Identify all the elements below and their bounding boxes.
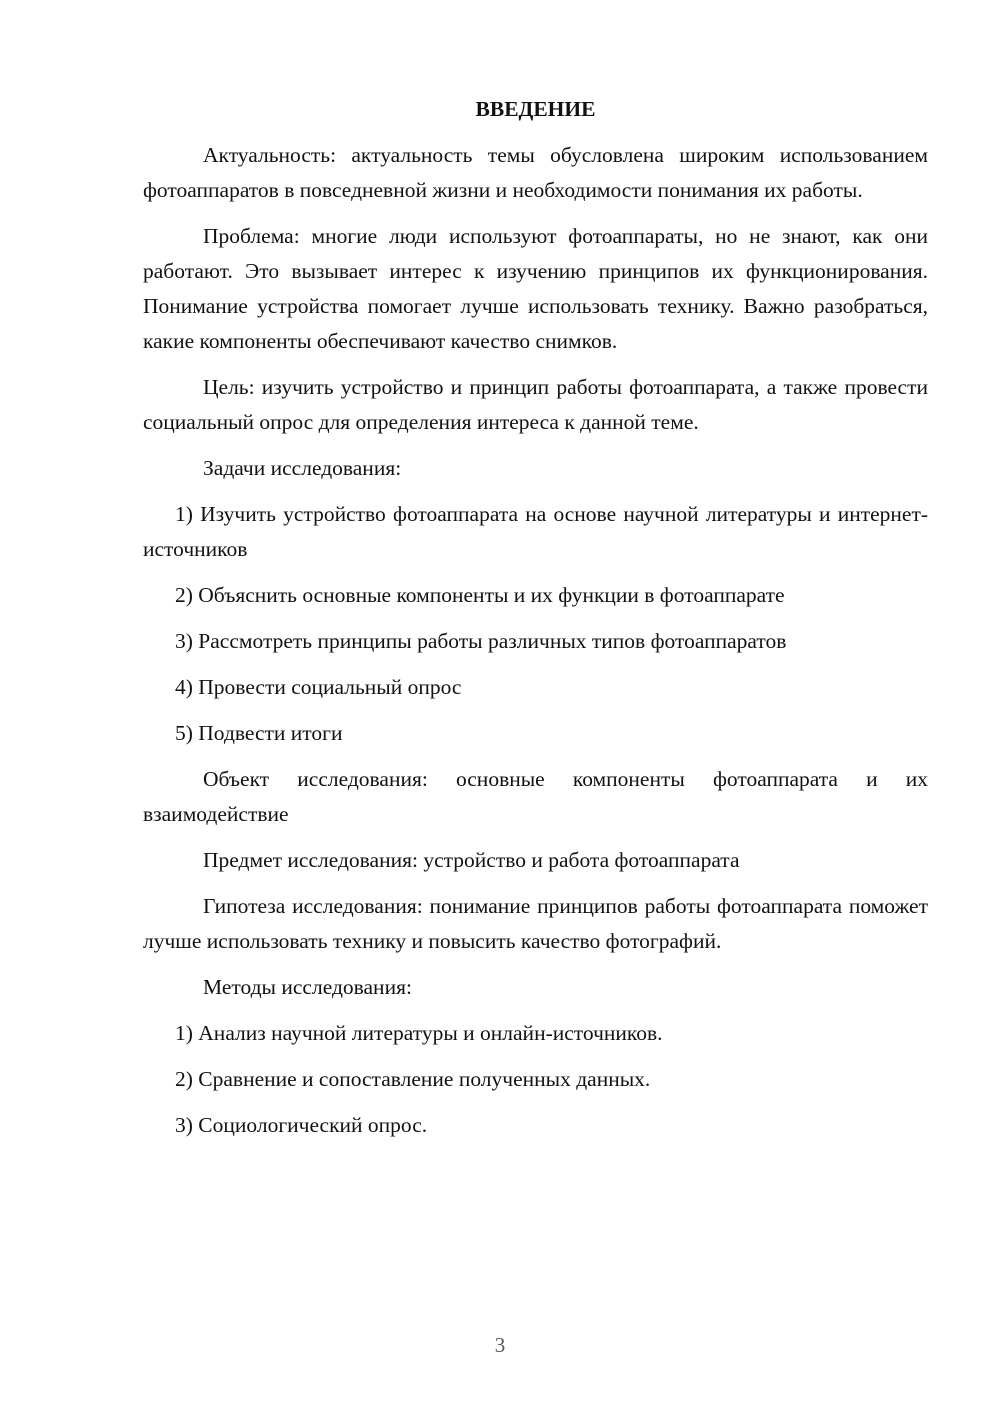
- object-paragraph: Объект исследования: основные компоненты фотоаппарата и их взаимодействие: [143, 767, 928, 826]
- section-title: ВВЕДЕНИЕ: [475, 97, 596, 121]
- tasks-heading: Задачи исследования:: [203, 456, 402, 480]
- list-item: 4) Провести социальный опрос: [175, 675, 462, 699]
- subject-paragraph: Предмет исследования: устройство и работа фотоаппарата: [203, 848, 740, 872]
- methods-list: [143, 1016, 928, 1143]
- tasks-list: [143, 497, 928, 751]
- relevance-paragraph: Актуальность: актуальность темы обусловлена широким использованием фотоаппаратов в повседневной жизни и необходимости понимания их работы.: [143, 143, 928, 202]
- list-item: 2) Сравнение и сопоставление полученных данных.: [175, 1067, 651, 1091]
- list-item: 3) Рассмотреть принципы работы различных типов фотоаппаратов: [175, 629, 787, 653]
- methods-heading: Методы исследования:: [203, 975, 412, 999]
- list-item: 1) Анализ научной литературы и онлайн-источников.: [175, 1021, 663, 1045]
- list-item: 5) Подвести итоги: [175, 721, 343, 745]
- list-item: 2) Объяснить основные компоненты и их функции в фотоаппарате: [175, 583, 785, 607]
- list-item: 3) Социологический опрос.: [175, 1113, 428, 1137]
- hypothesis-paragraph: Гипотеза исследования: понимание принципов работы фотоаппарата поможет лучше использовать технику и повысить качество фотографий.: [143, 894, 928, 953]
- goal-paragraph: Цель: изучить устройство и принцип работы фотоаппарата, а также провести социальный опрос для определения интереса к данной теме.: [143, 375, 928, 434]
- document-page: [143, 92, 928, 1154]
- list-item: 1) Изучить устройство фотоаппарата на основе научной литературы и интернет-источников: [143, 502, 928, 561]
- problem-paragraph: Проблема: многие люди используют фотоаппараты, но не знают, как они работают. Это вызывает интерес к изучению принципов их функционирования. Понимание устройства помогает лучше использовать технику. Важно разобраться, какие компоненты обеспечивают качество снимков.: [143, 224, 928, 353]
- page-number: 3: [494, 1333, 506, 1357]
